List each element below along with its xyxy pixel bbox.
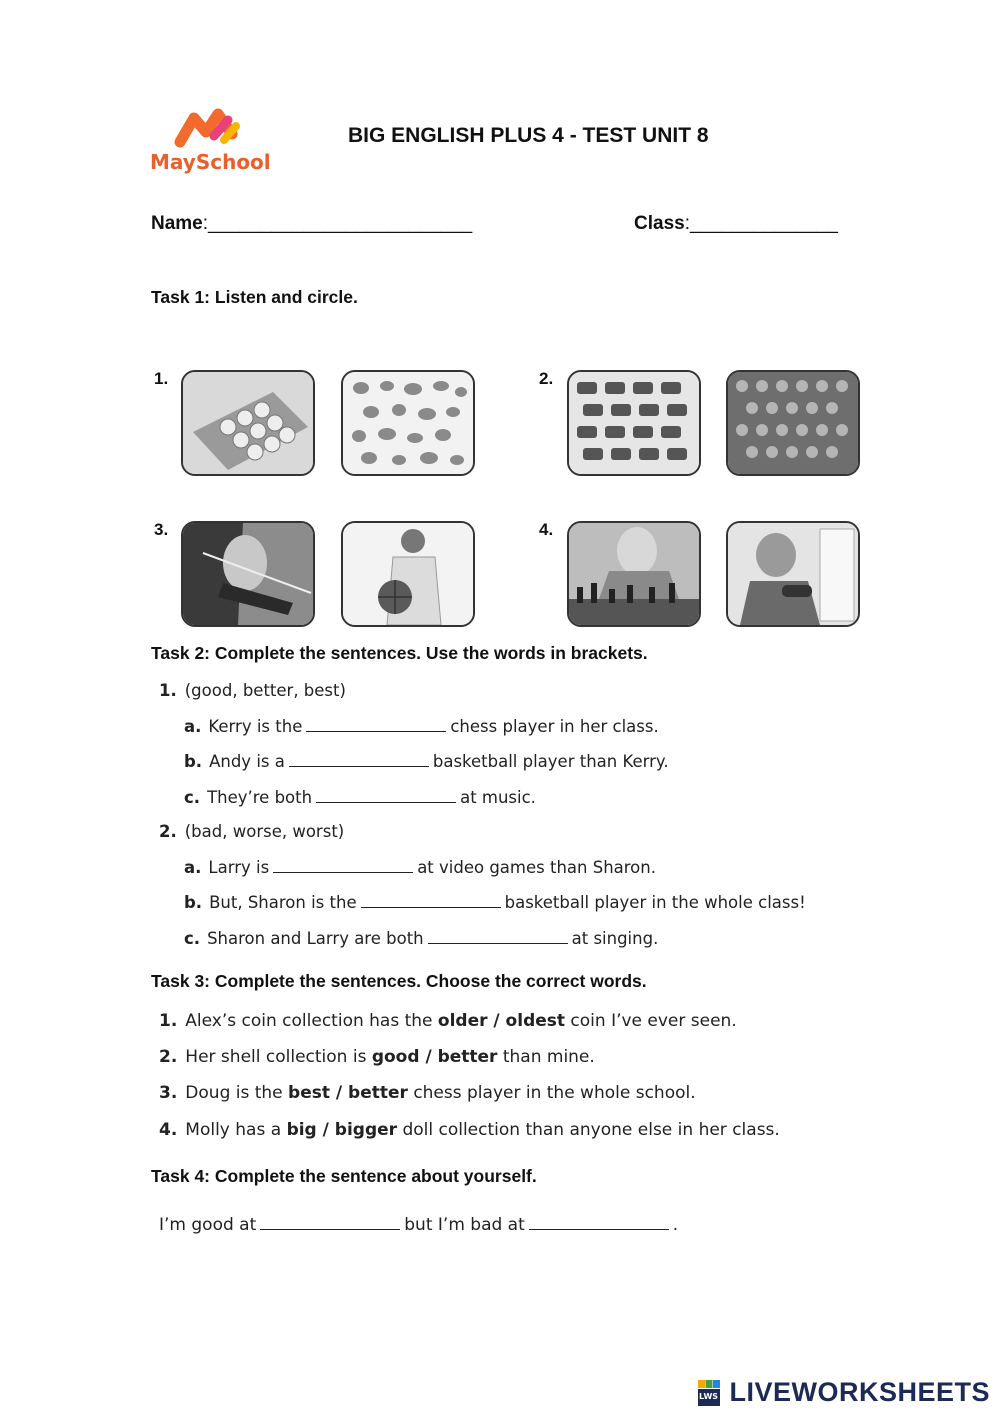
item-before: Sharon and Larry are both [207, 929, 424, 948]
class-line: :______________ [684, 213, 838, 234]
basketball-player-picture [343, 523, 473, 625]
task2-item [184, 858, 656, 877]
item-after: basketball player in the whole class! [504, 893, 806, 912]
class-field[interactable] [634, 213, 838, 235]
logo-text: MaySchool [150, 150, 271, 174]
task2-item [184, 717, 659, 736]
task1-heading: Task 1: Listen and circle. [151, 287, 358, 307]
toy-car-collection-picture [569, 372, 699, 474]
task1-number: 4. [539, 520, 554, 539]
violin-player-image[interactable] [181, 521, 315, 627]
item-letter: b. [184, 893, 203, 912]
item-before: Kerry is the [208, 717, 303, 736]
badge-letters: LWS [699, 1392, 719, 1401]
answer-blank[interactable] [361, 893, 501, 908]
task3-item [159, 1120, 780, 1140]
shell-collection-picture [343, 372, 473, 474]
item-after: basketball player than Kerry. [432, 752, 669, 771]
coin-collection-image[interactable] [181, 370, 315, 476]
task2-item [184, 893, 806, 912]
item-number: 3. [159, 1083, 178, 1103]
task4-sentence [159, 1215, 678, 1235]
video-game-player-picture [728, 523, 858, 625]
task2-group-heading [159, 681, 346, 700]
doll-collection-picture [728, 372, 858, 474]
answer-blank[interactable] [428, 929, 568, 944]
sentence-end: . [672, 1215, 679, 1235]
item-before: Andy is a [209, 752, 285, 771]
task3-heading: Task 3: Complete the sentences. Choose the correct words. [151, 971, 647, 991]
chess-player-picture [569, 523, 699, 625]
answer-blank[interactable] [306, 717, 446, 732]
name-line: :_________________________ [202, 213, 473, 234]
task4-heading: Task 4: Complete the sentence about yourself. [151, 1166, 537, 1186]
class-label: Class [634, 213, 685, 234]
chess-player-image[interactable] [567, 521, 701, 627]
task1-number: 1. [154, 369, 169, 388]
violin-player-picture [183, 523, 313, 625]
group-number: 1. [159, 681, 177, 700]
sentence-part1: I’m good at [159, 1215, 257, 1235]
answer-blank[interactable] [529, 1215, 669, 1230]
item-after: at singing. [571, 929, 659, 948]
item-before: Her shell collection is [185, 1047, 367, 1067]
doll-collection-image[interactable] [726, 370, 860, 476]
group-words: (good, better, best) [184, 681, 346, 700]
item-after: chess player in the whole school. [413, 1083, 696, 1103]
coin-collection-picture [183, 372, 313, 474]
task2-group-heading [159, 822, 344, 841]
item-letter: a. [184, 858, 202, 877]
answer-blank[interactable] [260, 1215, 400, 1230]
task3-item [159, 1047, 595, 1067]
item-before: Doug is the [185, 1083, 283, 1103]
page-title: BIG ENGLISH PLUS 4 - TEST UNIT 8 [348, 124, 709, 147]
task3-item [159, 1083, 696, 1103]
task3-item [159, 1011, 737, 1031]
item-letter: c. [184, 788, 201, 807]
answer-blank[interactable] [289, 752, 429, 767]
task2-heading: Task 2: Complete the sentences. Use the words in brackets. [151, 643, 648, 663]
task2-item [184, 929, 658, 948]
liveworksheets-badge-icon [698, 1380, 720, 1406]
name-field[interactable] [151, 213, 472, 235]
item-before: Larry is [208, 858, 270, 877]
item-before: Molly has a [185, 1120, 282, 1140]
word-choice[interactable]: big / bigger [286, 1120, 398, 1140]
word-choice[interactable]: best / better [288, 1083, 408, 1103]
item-letter: b. [184, 752, 203, 771]
task2-item [184, 788, 536, 807]
task1-number: 3. [154, 520, 169, 539]
mayschool-logo [150, 106, 270, 178]
liveworksheets-brand[interactable]: LIVEWORKSHEETS [729, 1377, 990, 1407]
group-number: 2. [159, 822, 177, 841]
task1-number: 2. [539, 369, 554, 388]
item-before: Alex’s coin collection has the [185, 1011, 433, 1031]
item-letter: c. [184, 929, 201, 948]
item-after: at music. [460, 788, 536, 807]
sentence-part2: but I’m bad at [404, 1215, 525, 1235]
basketball-player-image[interactable] [341, 521, 475, 627]
shell-collection-image[interactable] [341, 370, 475, 476]
task2-item [184, 752, 669, 771]
item-after: coin I’ve ever seen. [570, 1011, 737, 1031]
toy-car-collection-image[interactable] [567, 370, 701, 476]
group-words: (bad, worse, worst) [184, 822, 345, 841]
item-number: 4. [159, 1120, 178, 1140]
answer-blank[interactable] [273, 858, 413, 873]
word-choice[interactable]: good / better [371, 1047, 498, 1067]
item-before: They’re both [207, 788, 313, 807]
item-after: at video games than Sharon. [417, 858, 656, 877]
item-letter: a. [184, 717, 202, 736]
video-game-player-image[interactable] [726, 521, 860, 627]
item-number: 2. [159, 1047, 178, 1067]
item-after: than mine. [502, 1047, 595, 1067]
name-label: Name [151, 213, 203, 234]
item-number: 1. [159, 1011, 178, 1031]
item-after: chess player in her class. [450, 717, 659, 736]
item-before: But, Sharon is the [209, 893, 357, 912]
answer-blank[interactable] [316, 788, 456, 803]
item-after: doll collection than anyone else in her class. [402, 1120, 780, 1140]
word-choice[interactable]: older / oldest [437, 1011, 566, 1031]
